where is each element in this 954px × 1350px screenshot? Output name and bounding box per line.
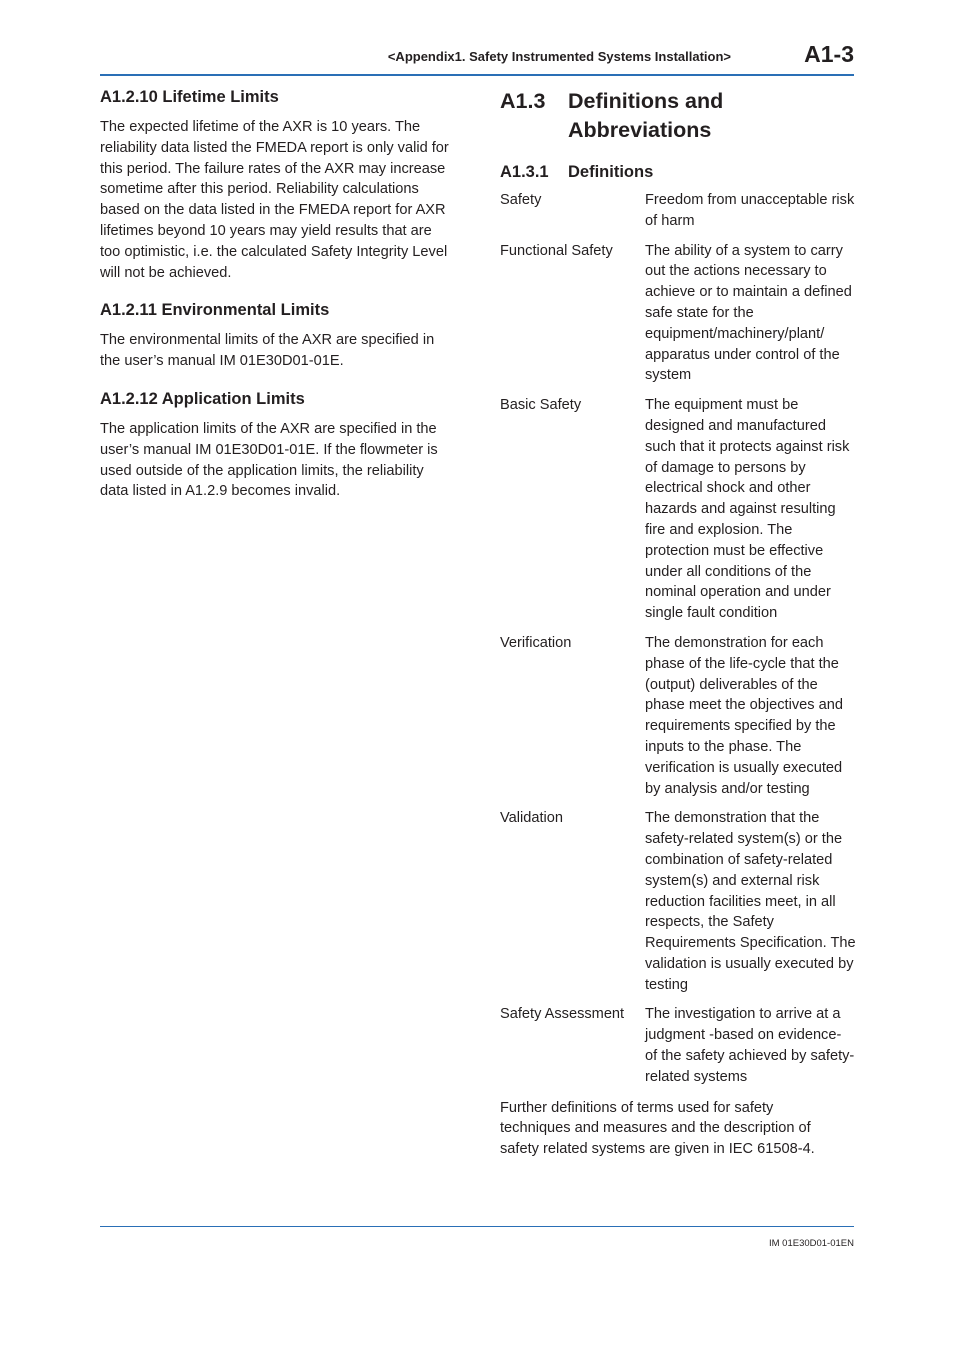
section-heading-lifetime-limits: A1.2.10 Lifetime Limits: [100, 88, 279, 106]
definition-text: The investigation to arrive at a judgment -based on evidence- of the safety achieved by safety-related systems: [645, 1006, 855, 1085]
definition-text: The demonstration for each phase of the life-cycle that the (output) deliverables of the phase meet the objectives and requirements specified by the inputs to the phase. The verification is usually executed by analysis and/or testing: [645, 634, 843, 797]
section-heading-application-limits: A1.2.12 Application Limits: [100, 389, 305, 408]
definition-term: Safety Assessment: [500, 1006, 625, 1023]
definition-text: The demonstration that the safety-related system(s) or the combination of safety-related system(s) and external risk reduction facilities meet, in all respects, the Safety Requirements Specification. The validation is usually executed by testing: [645, 810, 856, 993]
definition-row: [500, 633, 856, 799]
further-definitions-text: Further definitions of terms used for safety techniques and measures and the description of safety related systems are given in IEC 61508-4.: [500, 1099, 815, 1158]
subsection-number: A1.3.1: [500, 163, 549, 181]
definition-text: Freedom from unacceptable risk of harm: [645, 192, 855, 229]
definition-row: [500, 1004, 856, 1087]
definition-row: [500, 395, 856, 624]
footer-document-number: IM 01E30D01-01EN: [768, 1238, 854, 1249]
definition-text: The ability of a system to carry out the actions necessary to achieve or to maintain a defined safe state for the equipment/machinery/plant/ apparatus under control of the system: [645, 242, 852, 384]
right-column: [500, 87, 856, 1160]
header-title: <Appendix1. Safety Instrumented Systems Installation>: [387, 49, 731, 64]
subsection-title: Definitions: [568, 163, 654, 181]
definition-term: Basic Safety: [500, 397, 582, 414]
page-header: [100, 40, 854, 76]
definition-row: [500, 241, 856, 387]
section-heading-environmental-limits: A1.2.11 Environmental Limits: [100, 301, 330, 320]
header-rule: [100, 74, 854, 76]
application-limits-text: The application limits of the AXR are specified in the user’s manual IM 01E30D01-01E. If the flowmeter is used outside of the application limits, the reliability data listed in A1.2.9 becomes invalid.: [100, 420, 438, 500]
left-column: [100, 87, 456, 502]
definition-row: [500, 808, 856, 995]
definition-term: Validation: [500, 810, 564, 827]
subsection-heading-definitions: [500, 162, 856, 182]
section-heading-definitions-abbreviations: [500, 87, 856, 145]
definition-text: The equipment must be designed and manufactured such that it protects against risk of damage to persons by electrical shock and other hazards and against resulting fire and explosion. The protection must be effective under all conditions of the nominal operation and under single fault condition: [645, 397, 850, 622]
definition-term: Functional Safety: [500, 242, 613, 259]
environmental-limits-text: The environmental limits of the AXR are specified in the user’s manual IM 01E30D01-01E.: [100, 332, 435, 370]
definitions-list: [500, 190, 856, 1088]
definition-row: [500, 190, 856, 232]
page-number: A1-3: [804, 41, 854, 67]
footer-rule: [100, 1226, 854, 1227]
section-title: Definitions and Abbreviations: [568, 89, 724, 142]
definition-term: Safety: [500, 192, 542, 208]
section-number: A1.3: [500, 89, 546, 113]
lifetime-limits-text: The expected lifetime of the AXR is 10 years. The reliability data listed the FMEDA report is only valid for this period. The failure rates of the AXR may increase sometime after this period. Reliability calculations based on the data listed in the FMEDA report for AXR lifetimes beyond 10 years may yield results that are too optimistic, i.e. the calculated Safety Integrity Level will not be achieved.: [100, 119, 449, 281]
definition-term: Verification: [500, 634, 572, 651]
